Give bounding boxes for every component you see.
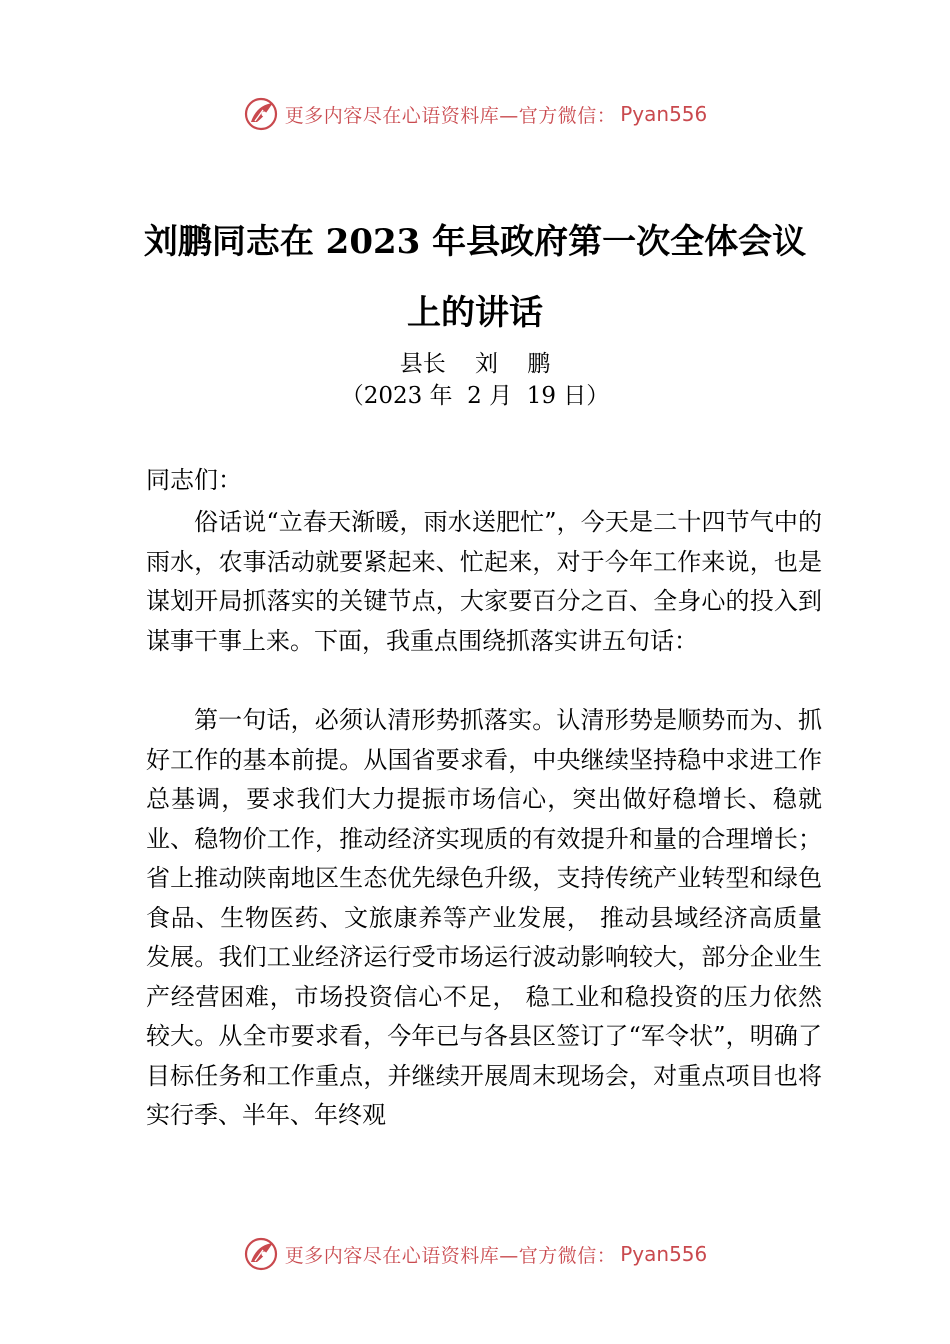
pen-nib-logo-icon (243, 96, 279, 132)
paragraph-text: 俗话说“立春天渐暖，雨水送肥忙”，今天是二十四节气中的雨水，农事活动就要紧起来、忙起来，对于今年工作来说，也是谋划开局抓落实的关键节点，大家要百分之百、全身心的投入到谋事干事上来。下面，我重点围绕抓落实讲五句话： (146, 508, 822, 655)
document-title-line-1: 刘鹏同志在 2023 年县政府第一次全体会议 (143, 222, 807, 262)
watermark-text: 更多内容尽在心语资料库—官方微信： (284, 104, 617, 127)
salutation: 同志们： (146, 466, 242, 494)
body-paragraph-2 (146, 701, 822, 1136)
pen-nib-logo-icon (243, 1236, 279, 1272)
document-title-line-2: 上的讲话 (407, 293, 543, 333)
watermark-wechat-id: Pyan556 (620, 102, 708, 126)
document-author: 县长 刘 鹏 (399, 351, 551, 377)
watermark-text: 更多内容尽在心语资料库—官方微信： (284, 1244, 617, 1267)
paragraph-text: 第一句话，必须认清形势抓落实。认清形势是顺势而为、抓好工作的基本前提。从国省要求看，中央继续坚持稳中求进工作总基调，要求我们大力提振市场信心，突出做好稳增长、稳就业、稳物价工作，推动经济实现质的有效提升和量的合理增长；省上推动陕南地区生态优先绿色升级，支持传统产业转型和绿色食品、生物医药、文旅康养等产业发展， 推动县域经济高质量发展。我们工业经济运行受市场运行波动影响较大，部分企业生产经营困难，市场投资信心不足， 稳工业和稳投资的压力依然较大。从全市要求看，今年已与各县区签订了“军令状”，明确了目标任务和工作重点，并继续开展周末现场会，对重点项目也将实行季、半年、年终观 (146, 706, 822, 1129)
header-watermark (0, 94, 950, 134)
document-date: （2023 年 2 月 19 日） (340, 383, 610, 409)
body-paragraph-1 (146, 503, 822, 661)
watermark-wechat-id: Pyan556 (620, 1242, 708, 1266)
footer-watermark (0, 1234, 950, 1274)
